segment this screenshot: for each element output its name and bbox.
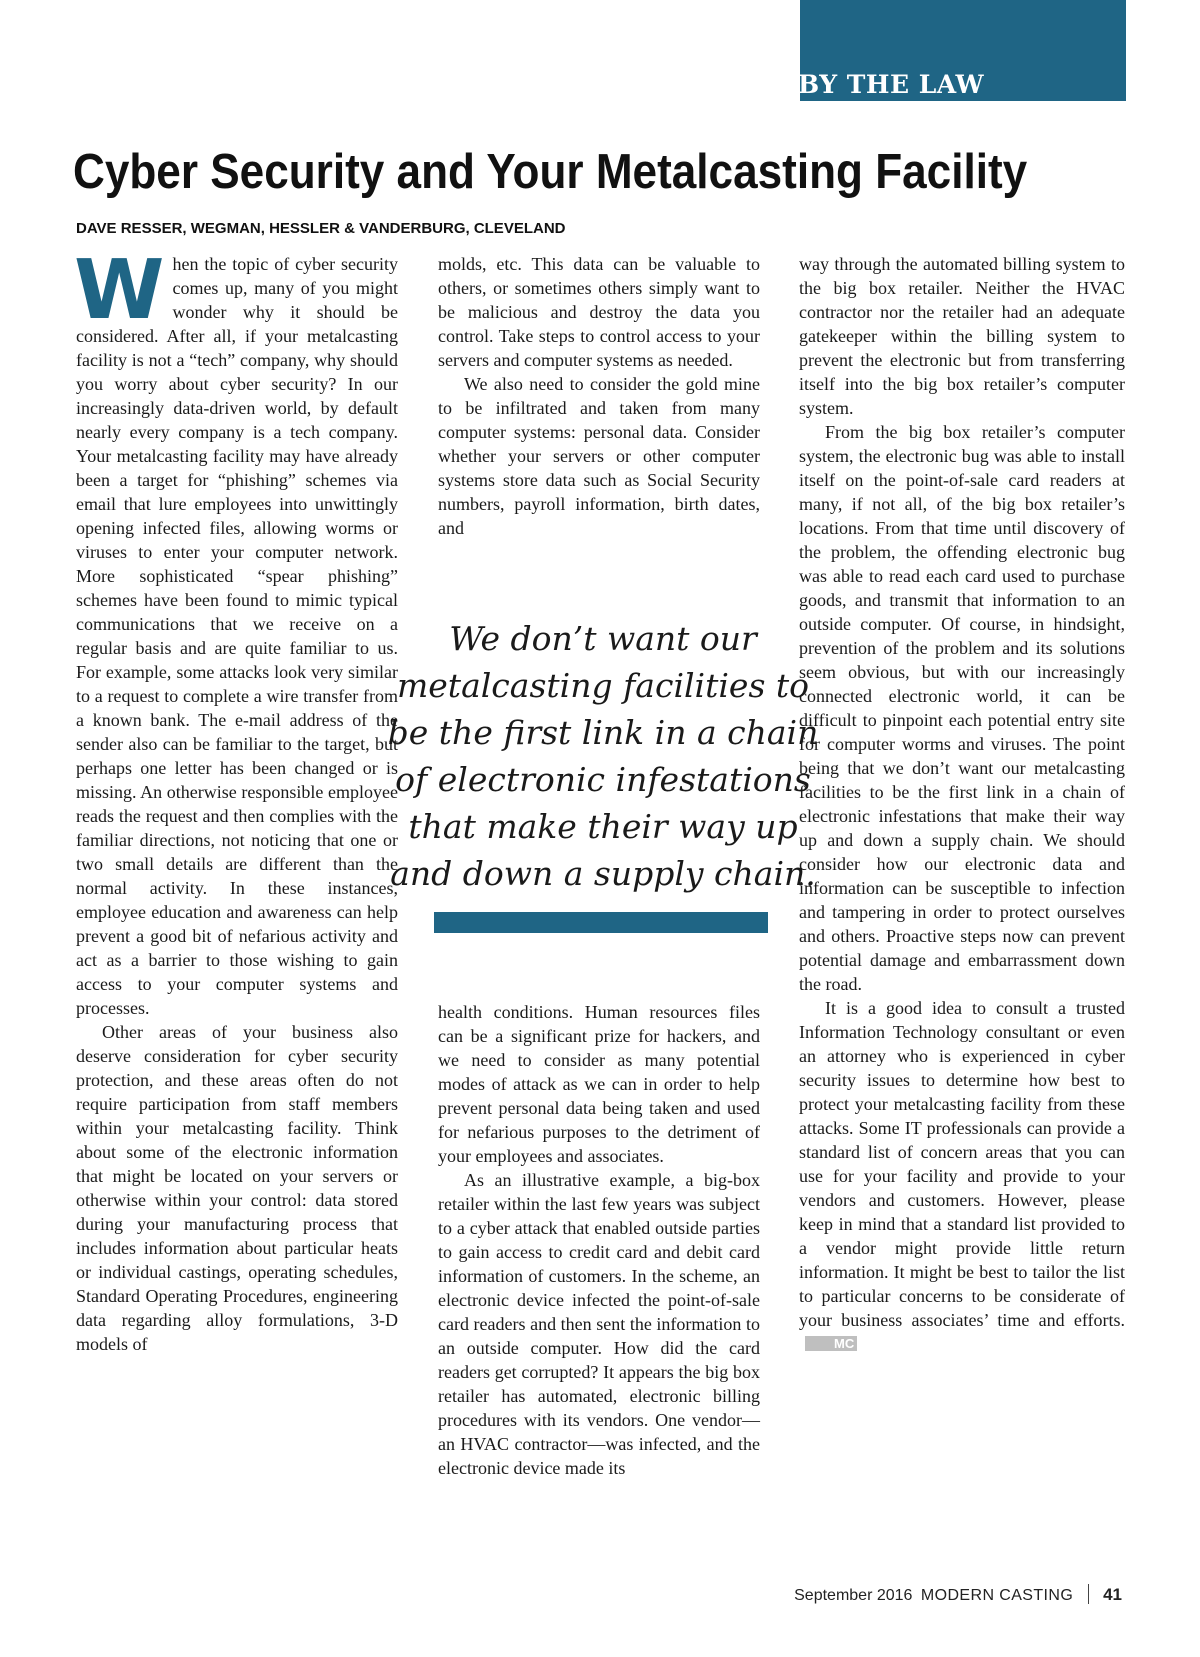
page-footer bbox=[794, 1584, 1122, 1605]
paragraph: From the big box retailer’s computer system, the electronic bug was able to install itself on the point-of-sale card readers at many, if not all, of the big box retailer’s locations. From that time until discovery of the problem, the offending electronic bug was able to read each card used to purchase goods, and transmit that information to an outside computer. Of course, in hindsight, prevention of the problem and its solutions seem obvious, but with our increasingly connected electronic world, it can be difficult to pinpoint each potential entry site for computer worms and viruses. The point being that we don’t want our metalcasting facilities to be the first link in a chain of electronic infestations that make their way up and down a supply chain. We should consider how our electronic data and information can be susceptible to infection and tampering in order to protect ourselves and others. Proactive steps now can prevent potential damage and embarrassment down the road. bbox=[799, 422, 1125, 994]
paragraph: molds, etc. This data can be valuable to others, or sometimes others simply want to be malicious and destroy the data you control. Take steps to control access to your servers and computer systems as needed. bbox=[438, 254, 760, 370]
page-number: 41 bbox=[1103, 1585, 1122, 1604]
pull-quote: We don’t want our metalcasting facilities to be the first link in a chain of electronic infestations that make their way up and down a supply chain. bbox=[387, 619, 819, 893]
issue-date: September 2016 bbox=[794, 1587, 913, 1604]
footer-divider bbox=[1088, 1584, 1089, 1604]
drop-cap: W bbox=[74, 243, 165, 338]
column-1 bbox=[74, 243, 398, 1552]
column-3 bbox=[799, 252, 1125, 1562]
column-2-top bbox=[438, 252, 760, 552]
paragraph: As an illustrative example, a big-box retailer within the last few years was subject to a cyber attack that enabled outside parties to gain access to credit card and debit card information of customers. In the scheme, an electronic device infected the point-of-sale card readers and then sent the information to an outside computer. How did the card readers get corrupted? It appears the big box retailer has automated, electronic billing procedures with its vendors. One vendor—an HVAC contractor—was infected, and the electronic device made its bbox=[438, 1170, 760, 1478]
paragraph bbox=[799, 996, 1125, 1356]
paragraph: We also need to consider the gold mine to be infiltrated and taken from many computer systems: personal data. Consider whether your servers or other computer systems store data such as Social Security numbers, payroll information, birth dates, and bbox=[438, 374, 760, 538]
article-title: Cyber Security and Your Metalcasting Facility bbox=[73, 145, 1028, 199]
pull-quote-rule bbox=[434, 912, 768, 933]
paragraph: way through the automated billing system to the big box retailer. Neither the HVAC contractor nor the retailer had an adequate gatekeeper within the billing system to prevent the electronic but from transferring itself into the big box retailer’s computer system. bbox=[799, 254, 1125, 418]
paragraph-text: It is a good idea to consult a trusted Information Technology consultant or even an attorney who is experienced in cyber security issues to determine how best to protect your metalcasting facility from these attacks. Some IT professionals can provide a standard list of concern areas that you can use for your facility and provide to your vendors and customers. However, please keep in mind that a standard list provided to a vendor might provide little return information. It might be best to tailor the list to particular concerns to be considerate of your business associates’ time and efforts. bbox=[799, 998, 1125, 1330]
section-label: BY THE LAW bbox=[798, 70, 985, 99]
column-2-bottom bbox=[438, 1000, 760, 1560]
end-mark: MC bbox=[805, 1336, 857, 1351]
publication-name: MODERN CASTING bbox=[920, 1587, 1074, 1604]
paragraph: Other areas of your business also deserve consideration for cyber security protection, and these areas often do not require participation from staff members within your metalcasting facility. Think about some of the electronic information that might be located on your servers or otherwise within your control: data stored during your manufacturing process that includes information about particular heats or individual castings, operating schedules, Standard Operating Procedures, engineering data regarding alloy formulations, 3-D models of bbox=[76, 1022, 398, 1354]
byline: DAVE RESSER, WEGMAN, HESSLER & VANDERBURG, CLEVELAND bbox=[76, 220, 566, 237]
paragraph: health conditions. Human resources files can be a significant prize for hackers, and we need to consider as many potential modes of attack as we can in order to help prevent personal data being taken and used for nefarious purposes to the detriment of your employees and associates. bbox=[438, 1002, 760, 1166]
paragraph: hen the topic of cyber security comes up, many of you might wonder why it should be considered. After all, if your metalcasting facility is not a “tech” company, why should you worry about cyber security? In our increasingly data-driven world, by default nearly every company is a tech company. Your metalcasting facility may have already been a target for “phishing” schemes via email that lure employees into unwittingly opening infected files, allowing worms or viruses to enter your computer network. More sophisticated “spear phishing” schemes have been found to mimic typical communications that we receive on a regular basis and are quite familiar to us. For example, some attacks look very similar to a request to complete a wire transfer from a known bank. The e-mail address of the sender also can be familiar to the target, but perhaps one letter has been changed or is missing. An otherwise responsible employee reads the request and then complies with the familiar directions, not noticing that one or two small details are different than the normal activity. In these instances, employee education and awareness can help prevent a good bit of nefarious activity and act as a barrier to those wishing to gain access to your computer systems and processes. bbox=[76, 254, 398, 1018]
